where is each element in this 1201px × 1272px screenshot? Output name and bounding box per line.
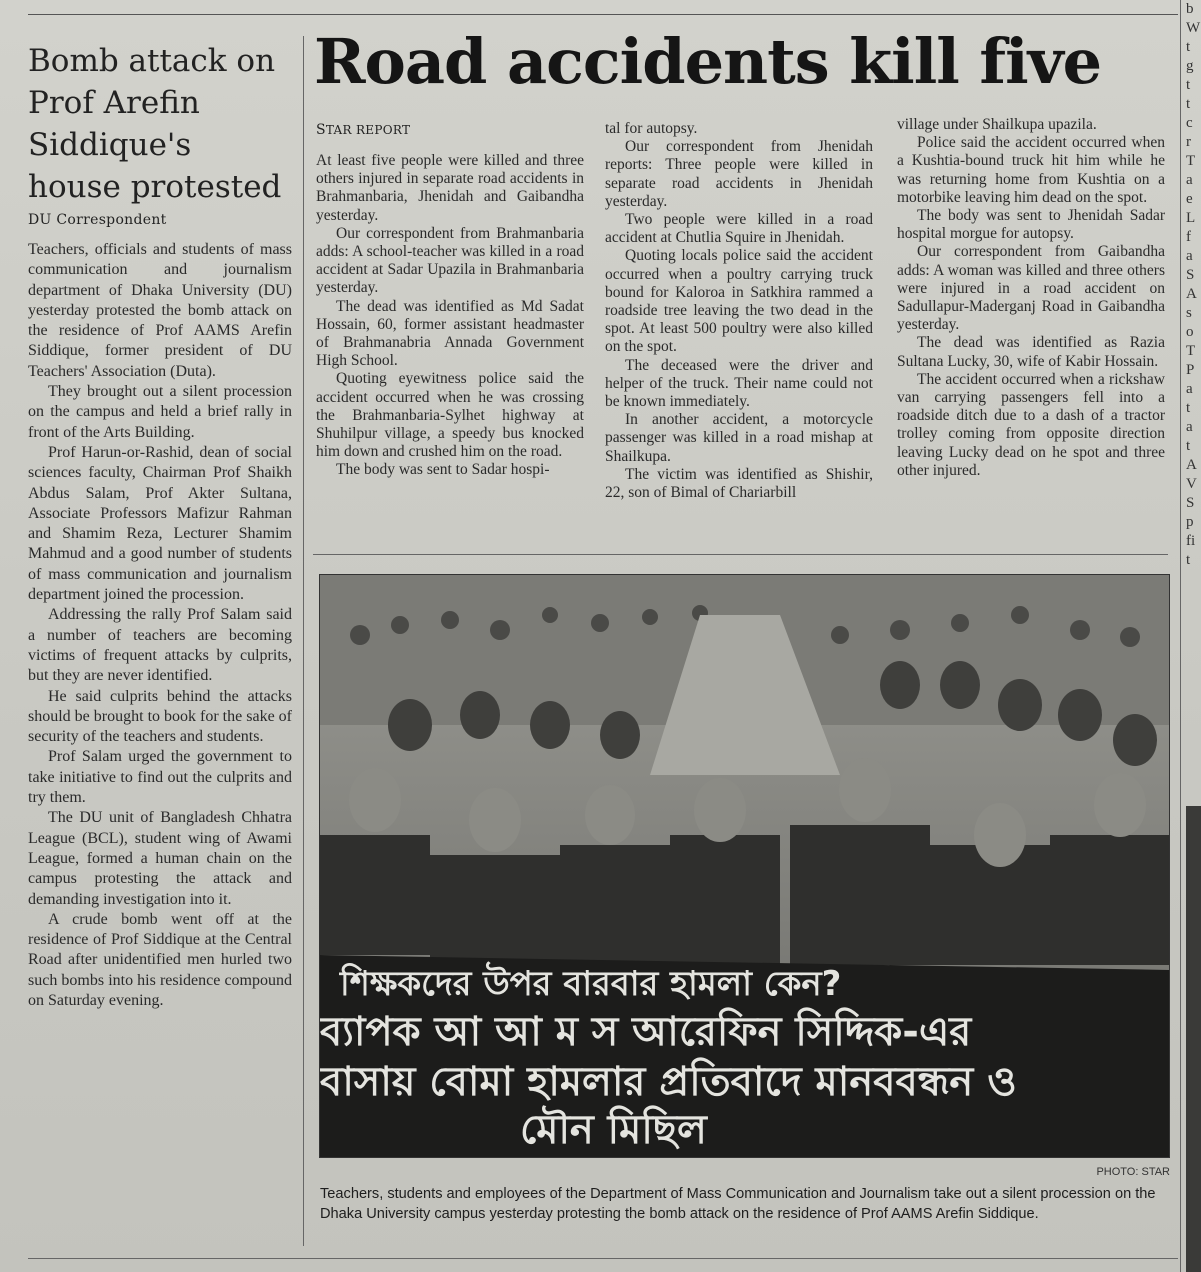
byline-rest: Correspondent <box>56 212 167 228</box>
edge-fragment: P <box>1186 362 1195 378</box>
paragraph: Our correspondent from Gaibandha adds: A woman was killed and three others were injured in a road accident on Sadullapur-Maderganj Road in Gaibandha yesterday. <box>897 243 1165 334</box>
adjacent-column-fragment <box>1186 0 1201 1272</box>
edge-fragment: V <box>1186 476 1197 492</box>
edge-fragment: t <box>1186 77 1191 93</box>
main-headline: Road accidents kill five <box>314 25 1102 98</box>
paragraph: Prof Salam urged the government to take initiative to find out the culprits and try them. <box>28 748 292 807</box>
left-story-byline <box>28 212 292 228</box>
column-divider <box>303 36 304 1246</box>
edge-fragment: f <box>1186 229 1191 245</box>
column-3-body <box>897 116 1165 480</box>
left-story <box>28 40 292 1011</box>
main-story-column-3 <box>897 116 1165 480</box>
edge-fragment: a <box>1186 248 1193 264</box>
protest-photo-graphic <box>320 575 1169 1157</box>
paragraph: The victim was identified as Shishir, 22, son of Bimal of Chariarbill <box>605 465 873 502</box>
main-story-column-1 <box>316 120 584 480</box>
top-rule <box>28 14 1178 15</box>
paragraph: Teachers, officials and students of mass communication and journalism department of Dhaka University (DU) yesterday protested the bomb attack on the residence of Prof AAMS Arefin Siddique, former president of DU Teachers' Association (Duta). <box>28 241 292 380</box>
column-2-body <box>605 120 873 502</box>
edge-fragment: t <box>1186 400 1191 416</box>
edge-fragment: t <box>1186 438 1191 454</box>
paragraph: The body was sent to Jhenidah Sadar hospital morgue for autopsy. <box>897 207 1165 243</box>
edge-fragment: T <box>1186 343 1196 359</box>
edge-fragment: L <box>1186 210 1196 226</box>
edge-fragment: c <box>1186 115 1193 131</box>
paragraph: In another accident, a motorcycle passenger was killed in a road mishap at Shailkupa. <box>605 411 873 465</box>
banner-line-4: মৌন মিছিল <box>520 1107 707 1153</box>
edge-fragment: t <box>1186 39 1191 55</box>
edge-fragment: t <box>1186 96 1191 112</box>
paragraph: Prof Harun-or-Rashid, dean of social sciences faculty, Chairman Prof Shaikh Abdus Salam, Prof Akter Sultana, Associate Professors Mafizur Rahman and Shamim Reza, Lecturer Shamim Mahmud and a good number of students of mass communication and journalism department joined the procession. <box>28 443 292 604</box>
paragraph: They brought out a silent procession on the campus and held a brief rally in front of the Arts Building. <box>28 383 292 441</box>
main-story-column-2 <box>605 120 873 502</box>
paragraph: The DU unit of Bangladesh Chhatra League (BCL), student wing of Awami League, formed a human chain on the campus protesting the attack and demanding investigation into it. <box>28 809 292 908</box>
paragraph: The dead was identified as Razia Sultana Lucky, 30, wife of Kabir Hossain. <box>897 334 1165 370</box>
photo-credit: PHOTO: STAR <box>1096 1166 1170 1178</box>
main-story-byline <box>316 122 584 138</box>
edge-fragment: t <box>1186 552 1191 568</box>
edge-fragment: r <box>1186 134 1191 150</box>
byline-first: S <box>316 122 326 138</box>
banner-line-2: ব্যাপক আ আ ম স আরেফিন সিদ্দিক-এর <box>320 1009 972 1055</box>
edge-fragment: s <box>1186 305 1192 321</box>
edge-fragment: W <box>1186 20 1201 36</box>
edge-fragment: A <box>1186 286 1197 302</box>
paragraph: Quoting locals police said the accident occurred when a poultry carrying truck bound for Kaloroa in Satkhira rammed a roadside tree leaving the two dead in the spot. At least 500 poultry were also killed on the spot. <box>605 247 873 356</box>
paragraph: The accident occurred when a rickshaw van carrying passengers fell into a roadside ditch due to a dash of a tractor trolley coming from opposite direction leaving Lucky dead on he spot and three other injured. <box>897 370 1165 479</box>
banner-line-1: শিক্ষকদের উপর বারবার হামলা কেন? <box>340 964 842 1004</box>
edge-fragment: b <box>1186 1 1194 17</box>
edge-fragment: o <box>1186 324 1194 340</box>
edge-fragment: fi <box>1186 533 1196 549</box>
byline-rest: TAR REPORT <box>325 123 411 137</box>
paragraph: At least five people were killed and three others injured in separate road accidents in Brahmanbaria, Jhenidah and Gaibandha yesterday. <box>316 152 584 224</box>
paragraph: He said culprits behind the attacks should be brought to book for the sake of security of the teachers and students. <box>28 687 292 746</box>
edge-fragment: T <box>1186 153 1196 169</box>
edge-fragment: A <box>1186 457 1197 473</box>
paragraph: Our correspondent from Jhenidah reports: Three people were killed in separate road accidents in Jhenidah yesterday. <box>605 138 873 210</box>
column-divider <box>1180 0 1181 1272</box>
paragraph: Our correspondent from Brahmanbaria adds: A school-teacher was killed in a road accident at Sadar Upazila in Brahmanbaria yesterday. <box>316 224 584 297</box>
paragraph: tal for autopsy. <box>605 120 698 137</box>
byline-first: DU <box>28 212 52 228</box>
bottom-rule <box>28 1258 1178 1259</box>
story-divider <box>313 554 1168 555</box>
paragraph: Addressing the rally Prof Salam said a number of teachers are becoming victims of frequent attacks by culprits, but they are never identified. <box>28 606 292 685</box>
edge-fragment: S <box>1186 267 1195 283</box>
paragraph: The deceased were the driver and helper of the truck. Their name could not be known immediately. <box>605 356 873 411</box>
edge-fragment: S <box>1186 495 1195 511</box>
paragraph: Quoting eyewitness police said the accident occurred when he was crossing the Brahmanbaria-Sylhet highway at Shuhilpur village, a speedy bus knocked him down and crushed him on the road. <box>316 370 584 461</box>
edge-fragment: p <box>1186 514 1194 530</box>
edge-fragment: a <box>1186 172 1193 188</box>
paragraph: The dead was identified as Md Sadat Hossain, 60, former assistant headmaster of Brahmanabria Annada Government High School. <box>316 297 584 370</box>
column-1-body <box>316 152 584 480</box>
left-story-headline: Bomb attack on Prof Arefin Siddique's house protested <box>28 43 282 205</box>
paragraph: A crude bomb went off at the residence of Prof Siddique at the Central Road after unidentified men hurled two such bombs into his residence compound on Saturday evening. <box>28 910 292 1009</box>
banner-line-3: বাসায় বোমা হামলার প্রতিবাদে মানববন্ধন ও <box>320 1059 1017 1105</box>
news-photo <box>319 574 1170 1158</box>
paragraph: Police said the accident occurred when a Kushtia-bound truck hit him while he was returning home from Kushtia on a motorbike leaving him dead on the spot. <box>897 134 1165 206</box>
paragraph: The body was sent to Sadar hospi- <box>336 461 550 479</box>
photo-caption: Teachers, students and employees of the Department of Mass Communication and Journalism take out a silent procession on the Dhaka University campus yesterday protesting the bomb attack on the residence of Prof AAMS Arefin Siddique. <box>320 1186 1156 1222</box>
edge-fragment: a <box>1186 419 1193 435</box>
paragraph: village under Shailkupa upazila. <box>897 116 1097 133</box>
edge-fragment: g <box>1186 58 1194 74</box>
paragraph: Two people were killed in a road accident at Chutlia Squire in Jhenidah. <box>605 211 873 247</box>
edge-fragment: a <box>1186 381 1193 397</box>
edge-fragment: e <box>1186 191 1193 207</box>
left-story-body <box>28 240 292 1011</box>
